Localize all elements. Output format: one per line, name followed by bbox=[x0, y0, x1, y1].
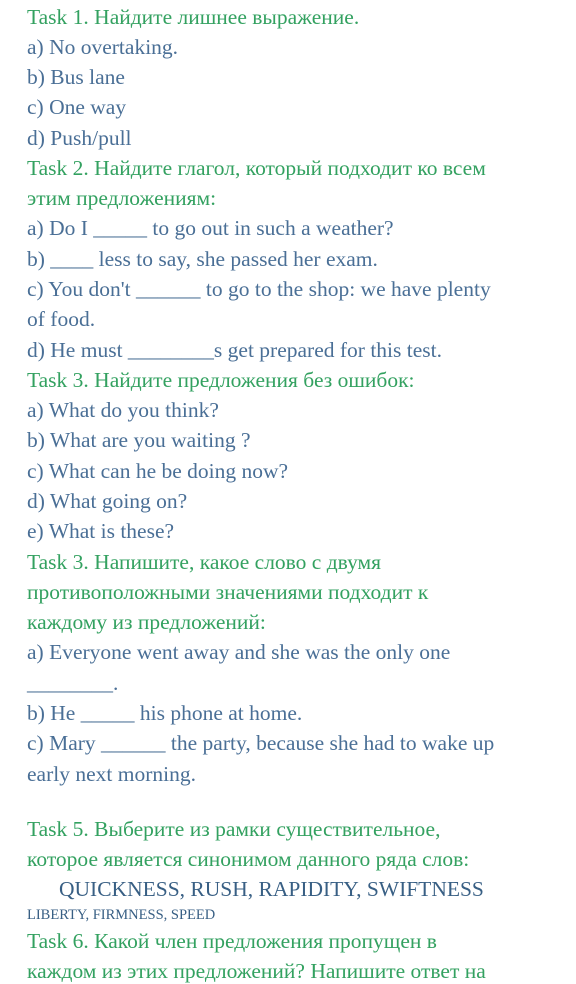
task-2-sentence-a: a) Do I _____ to go out in such a weather? bbox=[27, 216, 394, 240]
task-6-heading: Task 6. Какой член предложения пропущен в bbox=[27, 929, 437, 953]
task-4-sentence-b: b) He _____ his phone at home. bbox=[27, 701, 303, 725]
task-2-sentence-c: c) You don't ______ to go to the shop: we have plenty bbox=[27, 277, 491, 301]
task-2-sentence-b: b) ____ less to say, she passed her exam. bbox=[27, 247, 378, 271]
task-1-heading: Task 1. Найдите лишнее выражение. bbox=[27, 5, 360, 29]
task-1-option-c: c) One way bbox=[27, 95, 127, 119]
task-3-option-c: c) What can he be doing now? bbox=[27, 459, 289, 483]
task-3-option-b: b) What are you waiting ? bbox=[27, 428, 251, 452]
task-5-heading: Task 5. Выберите из рамки существительное, bbox=[27, 817, 441, 841]
task-1-option-b: b) Bus lane bbox=[27, 65, 125, 89]
task-2-sentence-c-cont: of food. bbox=[27, 307, 96, 331]
task-3-option-e: e) What is these? bbox=[27, 519, 175, 543]
task-4-sentence-a: a) Everyone went away and she was the only one bbox=[27, 640, 451, 664]
task-1-option-a: a) No overtaking. bbox=[27, 35, 179, 59]
task-3-option-d: d) What going on? bbox=[27, 489, 188, 513]
task-4-heading: Task 3. Напишите, какое слово с двумя bbox=[27, 550, 382, 574]
task-4-sentence-a-blank: ________. bbox=[27, 671, 119, 695]
task-5-heading-cont: которое является синонимом данного ряда слов: bbox=[27, 847, 470, 871]
task-2-heading: Task 2. Найдите глагол, который подходит ко всем bbox=[27, 156, 486, 180]
task-5-word-choices: LIBERTY, FIRMNESS, SPEED bbox=[27, 907, 216, 923]
task-6-heading-cont: каждом из этих предложений? Напишите ответ на bbox=[27, 959, 486, 983]
task-2-heading-cont: этим предложениям: bbox=[27, 186, 217, 210]
task-4-heading-cont-1: противоположными значениями подходит к bbox=[27, 580, 429, 604]
task-5-word-row: QUICKNESS, RUSH, RAPIDITY, SWIFTNESS bbox=[59, 877, 484, 901]
task-4-heading-cont-2: каждому из предложений: bbox=[27, 610, 266, 634]
task-4-sentence-c-cont: early next morning. bbox=[27, 762, 196, 786]
task-3-option-a: a) What do you think? bbox=[27, 398, 219, 422]
task-3-heading: Task 3. Найдите предложения без ошибок: bbox=[27, 368, 415, 392]
task-2-sentence-d: d) He must ________s get prepared for this test. bbox=[27, 338, 442, 362]
task-4-sentence-c: c) Mary ______ the party, because she had to wake up bbox=[27, 731, 495, 755]
task-1-option-d: d) Push/pull bbox=[27, 126, 132, 150]
